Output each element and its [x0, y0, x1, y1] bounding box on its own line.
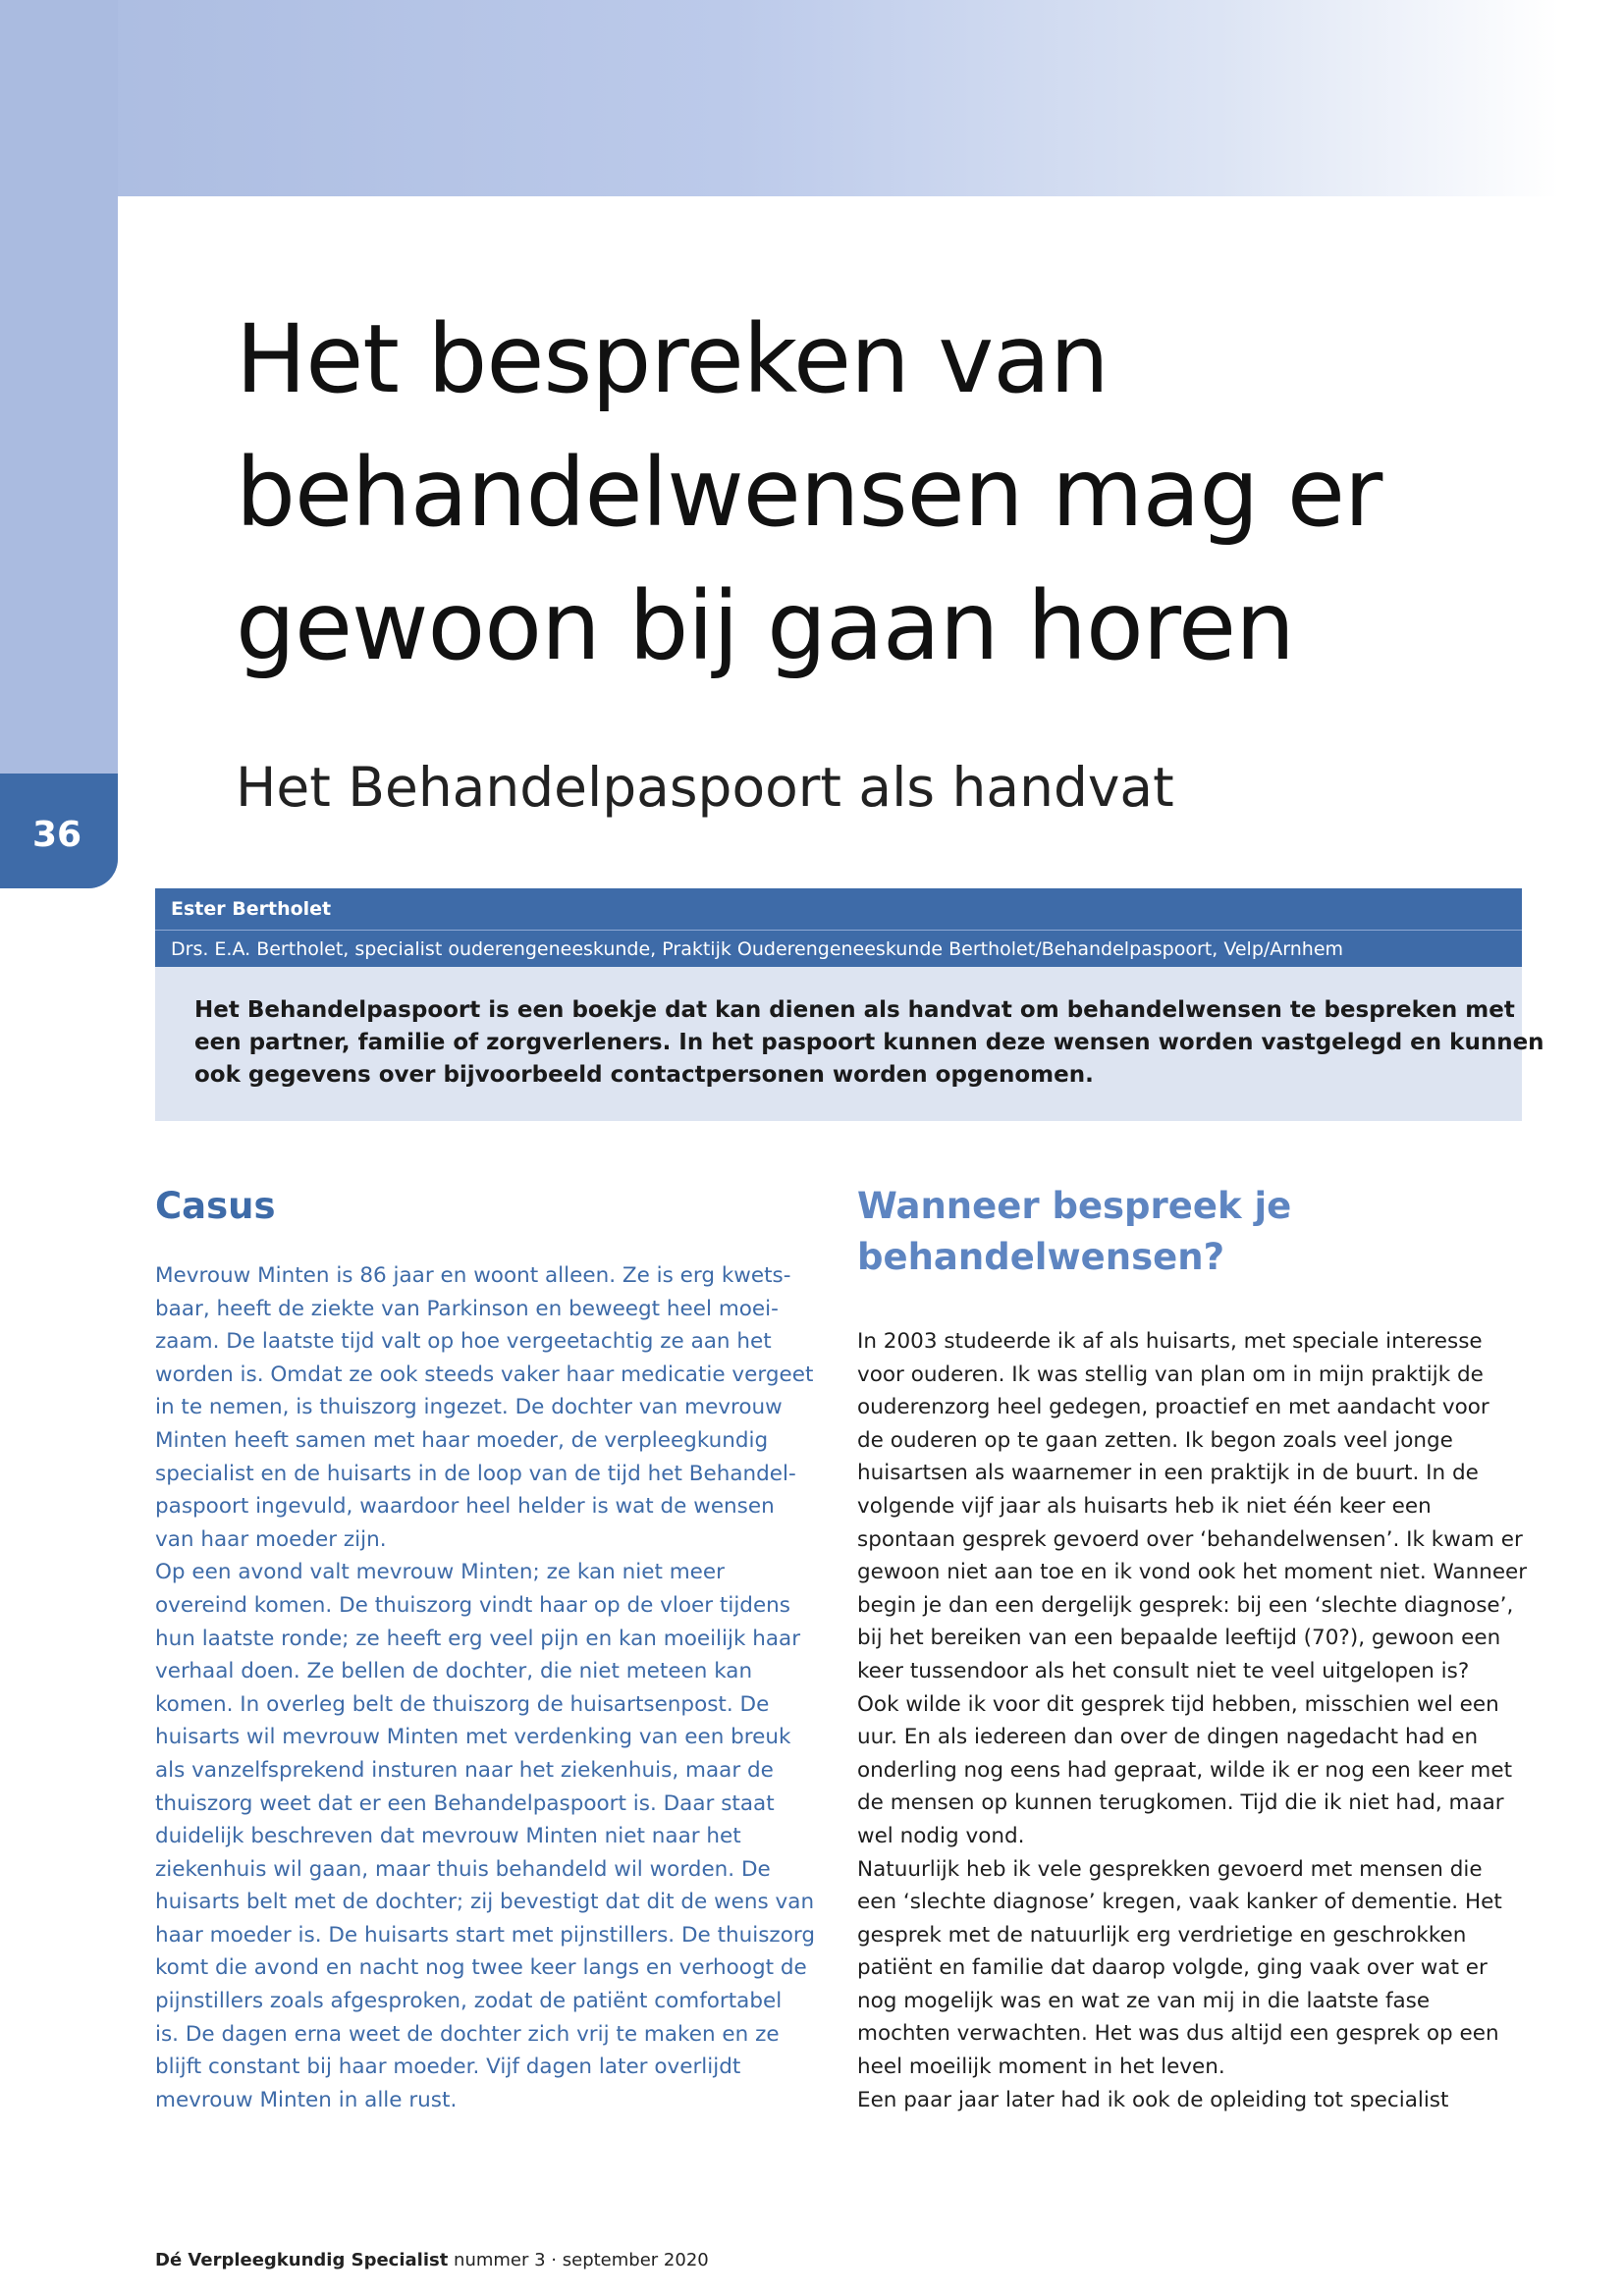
intro-box — [155, 967, 1544, 1121]
casus-body — [155, 1259, 823, 2116]
body-line: haar moeder is. De huisarts start met pijnstillers. De thuiszorg — [155, 1922, 815, 1948]
body-line: huisarts belt met de dochter; zij bevestigt dat dit de wens van — [155, 1890, 815, 1915]
body-line: worden is. Omdat ze ook steeds vaker haar medicatie vergeet — [155, 1362, 814, 1387]
body-line: specialist en de huisarts in de loop van de tijd het Behandel- — [155, 1461, 796, 1486]
intro-line: een partner, familie of zorgverleners. In het paspoort kunnen deze wensen worden vastgelegd en kunnen — [194, 1030, 1544, 1055]
footer-issue: nummer 3 · september 2020 — [454, 2250, 709, 2270]
body-line: begin je dan een dergelijk gesprek: bij een ‘slechte diagnose’, — [857, 1592, 1514, 1618]
body-line: als vanzelfsprekend insturen naar het ziekenhuis, maar de — [155, 1757, 774, 1783]
body-line: baar, heeft de ziekte van Parkinson en beweegt heel moei- — [155, 1296, 779, 1321]
title-line: behandelwensen mag er — [236, 438, 1382, 548]
body-line: hun laatste ronde; ze heeft erg veel pijn en kan moeilijk haar — [155, 1626, 801, 1651]
body-line: In 2003 studeerde ik af als huisarts, met speciale interesse — [857, 1329, 1483, 1354]
body-line: ziekenhuis wil gaan, maar thuis behandeld wil worden. De — [155, 1856, 771, 1882]
body-line: komt die avond en nacht nog twee keer langs en verhoogt de — [155, 1955, 807, 1981]
body-line: patiënt en familie dat daarop volgde, ging vaak over wat er — [857, 1955, 1488, 1981]
body-line: mevrouw Minten in alle rust. — [155, 2087, 458, 2112]
body-line: Minten heeft samen met haar moeder, de verpleegkundig — [155, 1427, 769, 1453]
header-gradient-band — [0, 0, 1624, 196]
body-line: huisarts wil mevrouw Minten met verdenking van een breuk — [155, 1725, 791, 1750]
body-line: de mensen op kunnen terugkomen. Tijd die ik niet had, maar — [857, 1790, 1504, 1816]
left-margin-band — [0, 0, 118, 888]
body-line: gewoon niet aan toe en ik vond ook het moment niet. Wanneer — [857, 1560, 1528, 1585]
body-line: keer tussendoor als het consult niet te veel uitgelopen is? — [857, 1658, 1470, 1683]
body-line: duidelijk beschreven dat mevrouw Minten niet naar het — [155, 1824, 741, 1849]
body-line: van haar moeder zijn. — [155, 1526, 387, 1552]
page-footer — [155, 2248, 709, 2273]
body-line: Ook wilde ik voor dit gesprek tijd hebben, misschien wel een — [857, 1691, 1499, 1717]
intro-text — [194, 994, 1544, 1092]
body-line: in te nemen, is thuiszorg ingezet. De dochter van mevrouw — [155, 1395, 783, 1420]
author-name: Ester Bertholet — [171, 898, 332, 920]
body-line: een ‘slechte diagnose’ kregen, vaak kanker of dementie. Het — [857, 1890, 1502, 1915]
body-line: is. De dagen erna weet de dochter zich vrij te maken en ze — [155, 2021, 780, 2047]
body-line: volgende vijf jaar als huisarts heb ik niet één keer een — [857, 1493, 1432, 1519]
article-subtitle: Het Behandelpaspoort als handvat — [236, 756, 1174, 819]
author-affiliation: Drs. E.A. Bertholet, specialist ouderengeneeskunde, Praktijk Ouderengeneeskunde Bertholet/Behandelpaspoort, Velp/Arnhem — [171, 938, 1344, 960]
section-heading-casus: Casus — [155, 1185, 276, 1227]
body-line: gesprek met de natuurlijk erg verdrietige en geschrokken — [857, 1922, 1467, 1948]
intro-line: ook gegevens over bijvoorbeeld contactpersonen worden opgenomen. — [194, 1062, 1094, 1088]
author-bar — [155, 888, 1522, 967]
footer-magazine: Dé Verpleegkundig Specialist — [155, 2250, 449, 2270]
body-line: huisartsen als waarnemer in een praktijk in de buurt. In de — [857, 1461, 1479, 1486]
body-line: nog mogelijk was en wat ze van mij in die laatste fase — [857, 1988, 1431, 2013]
page-number-tab — [0, 774, 118, 888]
body-line: onderling nog eens had gepraat, wilde ik er nog een keer met — [857, 1757, 1513, 1783]
body-line: Op een avond valt mevrouw Minten; ze kan niet meer — [155, 1560, 725, 1585]
body-line: uur. En als iedereen dan over de dingen nagedacht had en — [857, 1725, 1479, 1750]
body-line: wel nodig vond. — [857, 1823, 1025, 1848]
body-line: overeind komen. De thuiszorg vindt haar op de vloer tijdens — [155, 1592, 791, 1618]
body-line: Mevrouw Minten is 86 jaar en woont alleen. Ze is erg kwets- — [155, 1263, 791, 1288]
body-line: mochten verwachten. Het was dus altijd een gesprek op een — [857, 2021, 1499, 2047]
wanneer-body — [857, 1325, 1528, 2116]
body-line: thuiszorg weet dat er een Behandelpaspoort is. Daar staat — [155, 1790, 775, 1816]
body-line: bij het bereiken van een bepaalde leeftijd (70?), gewoon een — [857, 1626, 1501, 1651]
body-line: Een paar jaar later had ik ook de opleiding tot specialist — [857, 2087, 1449, 2112]
section-heading-wanneer: Wanneer bespreek je behandelwensen? — [857, 1185, 1292, 1278]
title-line: Het bespreken van — [236, 304, 1109, 414]
body-line: spontaan gesprek gevoerd over ‘behandelwensen’. Ik kwam er — [857, 1526, 1523, 1552]
body-line: blijft constant bij haar moeder. Vijf dagen later overlijdt — [155, 2055, 741, 2080]
author-divider — [155, 930, 1522, 931]
body-line: ouderenzorg heel gedegen, proactief en met aandacht voor — [857, 1395, 1489, 1420]
body-line: zaam. De laatste tijd valt op hoe vergeetachtig ze aan het — [155, 1329, 772, 1355]
body-line: paspoort ingevuld, waardoor heel helder is wat de wensen — [155, 1494, 775, 1520]
title-line: gewoon bij gaan horen — [236, 571, 1294, 681]
page-number: 36 — [31, 815, 82, 855]
body-line: pijnstillers zoals afgesproken, zodat de patiënt comfortabel — [155, 1989, 783, 2014]
body-line: heel moeilijk moment in het leven. — [857, 2055, 1225, 2080]
body-line: de ouderen op te gaan zetten. Ik begon zoals veel jonge — [857, 1427, 1453, 1453]
body-line: komen. In overleg belt de thuiszorg de huisartsenpost. De — [155, 1691, 770, 1717]
article-title — [236, 293, 1512, 693]
intro-line: Het Behandelpaspoort is een boekje dat kan dienen als handvat om behandelwensen te bespreken met — [194, 997, 1515, 1023]
body-line: voor ouderen. Ik was stellig van plan om in mijn praktijk de — [857, 1362, 1484, 1387]
body-line: Natuurlijk heb ik vele gesprekken gevoerd met mensen die — [857, 1856, 1483, 1882]
body-line: verhaal doen. Ze bellen de dochter, die niet meteen kan — [155, 1659, 753, 1684]
